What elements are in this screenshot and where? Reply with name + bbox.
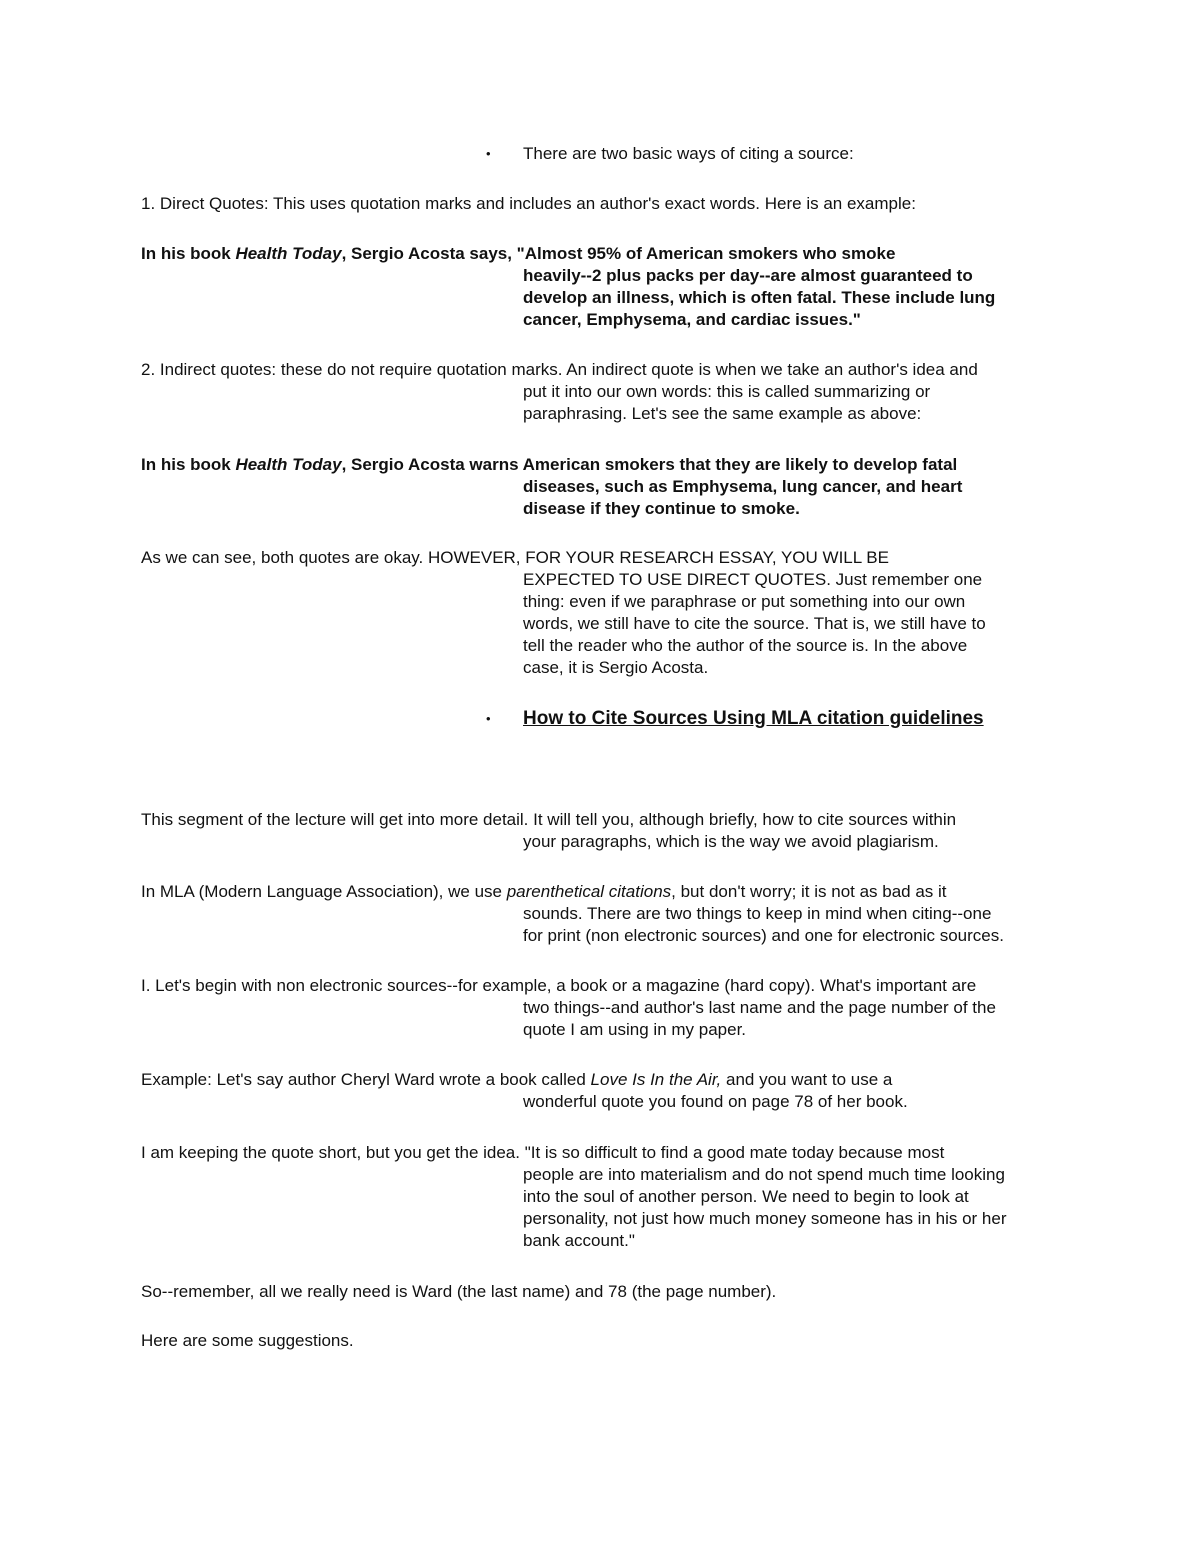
paragraph-line: quote I am using in my paper. bbox=[523, 1020, 747, 1039]
paragraph-quote-short bbox=[141, 1142, 1061, 1252]
paragraph-line: heavily--2 plus packs per day--are almost guaranteed to bbox=[523, 266, 973, 285]
paragraph-line: into the soul of another person. We need to begin to look at bbox=[523, 1187, 969, 1206]
paragraph-direct-quotes bbox=[141, 193, 1061, 215]
paragraph-line: In his book Health Today, Sergio Acosta warns American smokers that they are likely to develop fatal bbox=[141, 455, 958, 474]
paragraph-line: your paragraphs, which is the way we avoid plagiarism. bbox=[523, 832, 939, 851]
paragraph-non-electronic bbox=[141, 975, 1061, 1041]
paragraph-line: case, it is Sergio Acosta. bbox=[523, 658, 709, 677]
paragraph-line: 2. Indirect quotes: these do not require quotation marks. An indirect quote is when we take an author's idea and bbox=[141, 360, 978, 379]
example-direct-quote bbox=[141, 243, 1061, 331]
paragraph-line: Here are some suggestions. bbox=[141, 1331, 354, 1350]
paragraph-line: people are into materialism and do not spend much time looking bbox=[523, 1165, 1005, 1184]
paragraph-line: personality, not just how much money someone has in his or her bbox=[523, 1209, 1007, 1228]
paragraph-remember bbox=[141, 1281, 1061, 1303]
paragraph-line: 1. Direct Quotes: This uses quotation marks and includes an author's exact words. Here is an example: bbox=[141, 194, 916, 213]
paragraph-line: sounds. There are two things to keep in mind when citing--one bbox=[523, 904, 992, 923]
paragraph-line: diseases, such as Emphysema, lung cancer, and heart bbox=[523, 477, 963, 496]
paragraph-both-quotes-okay bbox=[141, 547, 1061, 679]
paragraph-line: As we can see, both quotes are okay. HOWEVER, FOR YOUR RESEARCH ESSAY, YOU WILL BE bbox=[141, 548, 889, 567]
paragraph-line: So--remember, all we really need is Ward (the last name) and 78 (the page number). bbox=[141, 1282, 777, 1301]
paragraph-line: thing: even if we paraphrase or put something into our own bbox=[523, 592, 966, 611]
paragraph-line: This segment of the lecture will get into more detail. It will tell you, although briefly, how to cite sources within bbox=[141, 810, 957, 829]
paragraph-line: I. Let's begin with non electronic sources--for example, a book or a magazine (hard copy). What's important are bbox=[141, 976, 977, 995]
paragraph-line: cancer, Emphysema, and cardiac issues." bbox=[523, 310, 861, 329]
paragraph-line: tell the reader who the author of the source is. In the above bbox=[523, 636, 968, 655]
example-indirect-quote bbox=[141, 454, 1061, 520]
paragraph-line: for print (non electronic sources) and one for electronic sources. bbox=[523, 926, 1004, 945]
paragraph-line: two things--and author's last name and the page number of the bbox=[523, 998, 996, 1017]
paragraph-suggestions bbox=[141, 1330, 1061, 1352]
paragraph-line: develop an illness, which is often fatal. These include lung bbox=[523, 288, 996, 307]
paragraph-line: put it into our own words: this is called summarizing or bbox=[523, 382, 931, 401]
italic-term: parenthetical citations bbox=[506, 882, 672, 901]
bullet-dot: • bbox=[486, 146, 491, 161]
paragraph-example-ward bbox=[141, 1069, 1061, 1113]
paragraph-line: bank account." bbox=[523, 1231, 635, 1250]
book-title: Love Is In the Air, bbox=[590, 1070, 722, 1089]
paragraph-line: I am keeping the quote short, but you get the idea. "It is so difficult to find a good mate today because most bbox=[141, 1143, 945, 1162]
paragraph-line: Example: Let's say author Cheryl Ward wrote a book called Love Is In the Air, and you want to use a bbox=[141, 1070, 893, 1089]
paragraph-line: In his book Health Today, Sergio Acosta says, "Almost 95% of American smokers who smoke bbox=[141, 244, 896, 263]
paragraph-line: disease if they continue to smoke. bbox=[523, 499, 800, 518]
section-heading: How to Cite Sources Using MLA citation guidelines bbox=[523, 708, 984, 729]
book-title: Health Today bbox=[235, 455, 342, 474]
paragraph-line: paraphrasing. Let's see the same example as above: bbox=[523, 404, 922, 423]
paragraph-segment-detail bbox=[141, 809, 1061, 853]
paragraph-line: In MLA (Modern Language Association), we use parenthetical citations, but don't worry; it is not as bad as it bbox=[141, 882, 947, 901]
paragraph-indirect-quotes bbox=[141, 359, 1061, 425]
bullet-dot: • bbox=[486, 711, 491, 726]
paragraph-line: wonderful quote you found on page 78 of her book. bbox=[523, 1092, 908, 1111]
book-title: Health Today bbox=[235, 244, 342, 263]
paragraph-mla-intro bbox=[141, 881, 1061, 947]
bullet-text: There are two basic ways of citing a source: bbox=[523, 144, 854, 163]
paragraph-line: EXPECTED TO USE DIRECT QUOTES. Just remember one bbox=[523, 570, 983, 589]
paragraph-line: words, we still have to cite the source. That is, we still have to bbox=[523, 614, 986, 633]
